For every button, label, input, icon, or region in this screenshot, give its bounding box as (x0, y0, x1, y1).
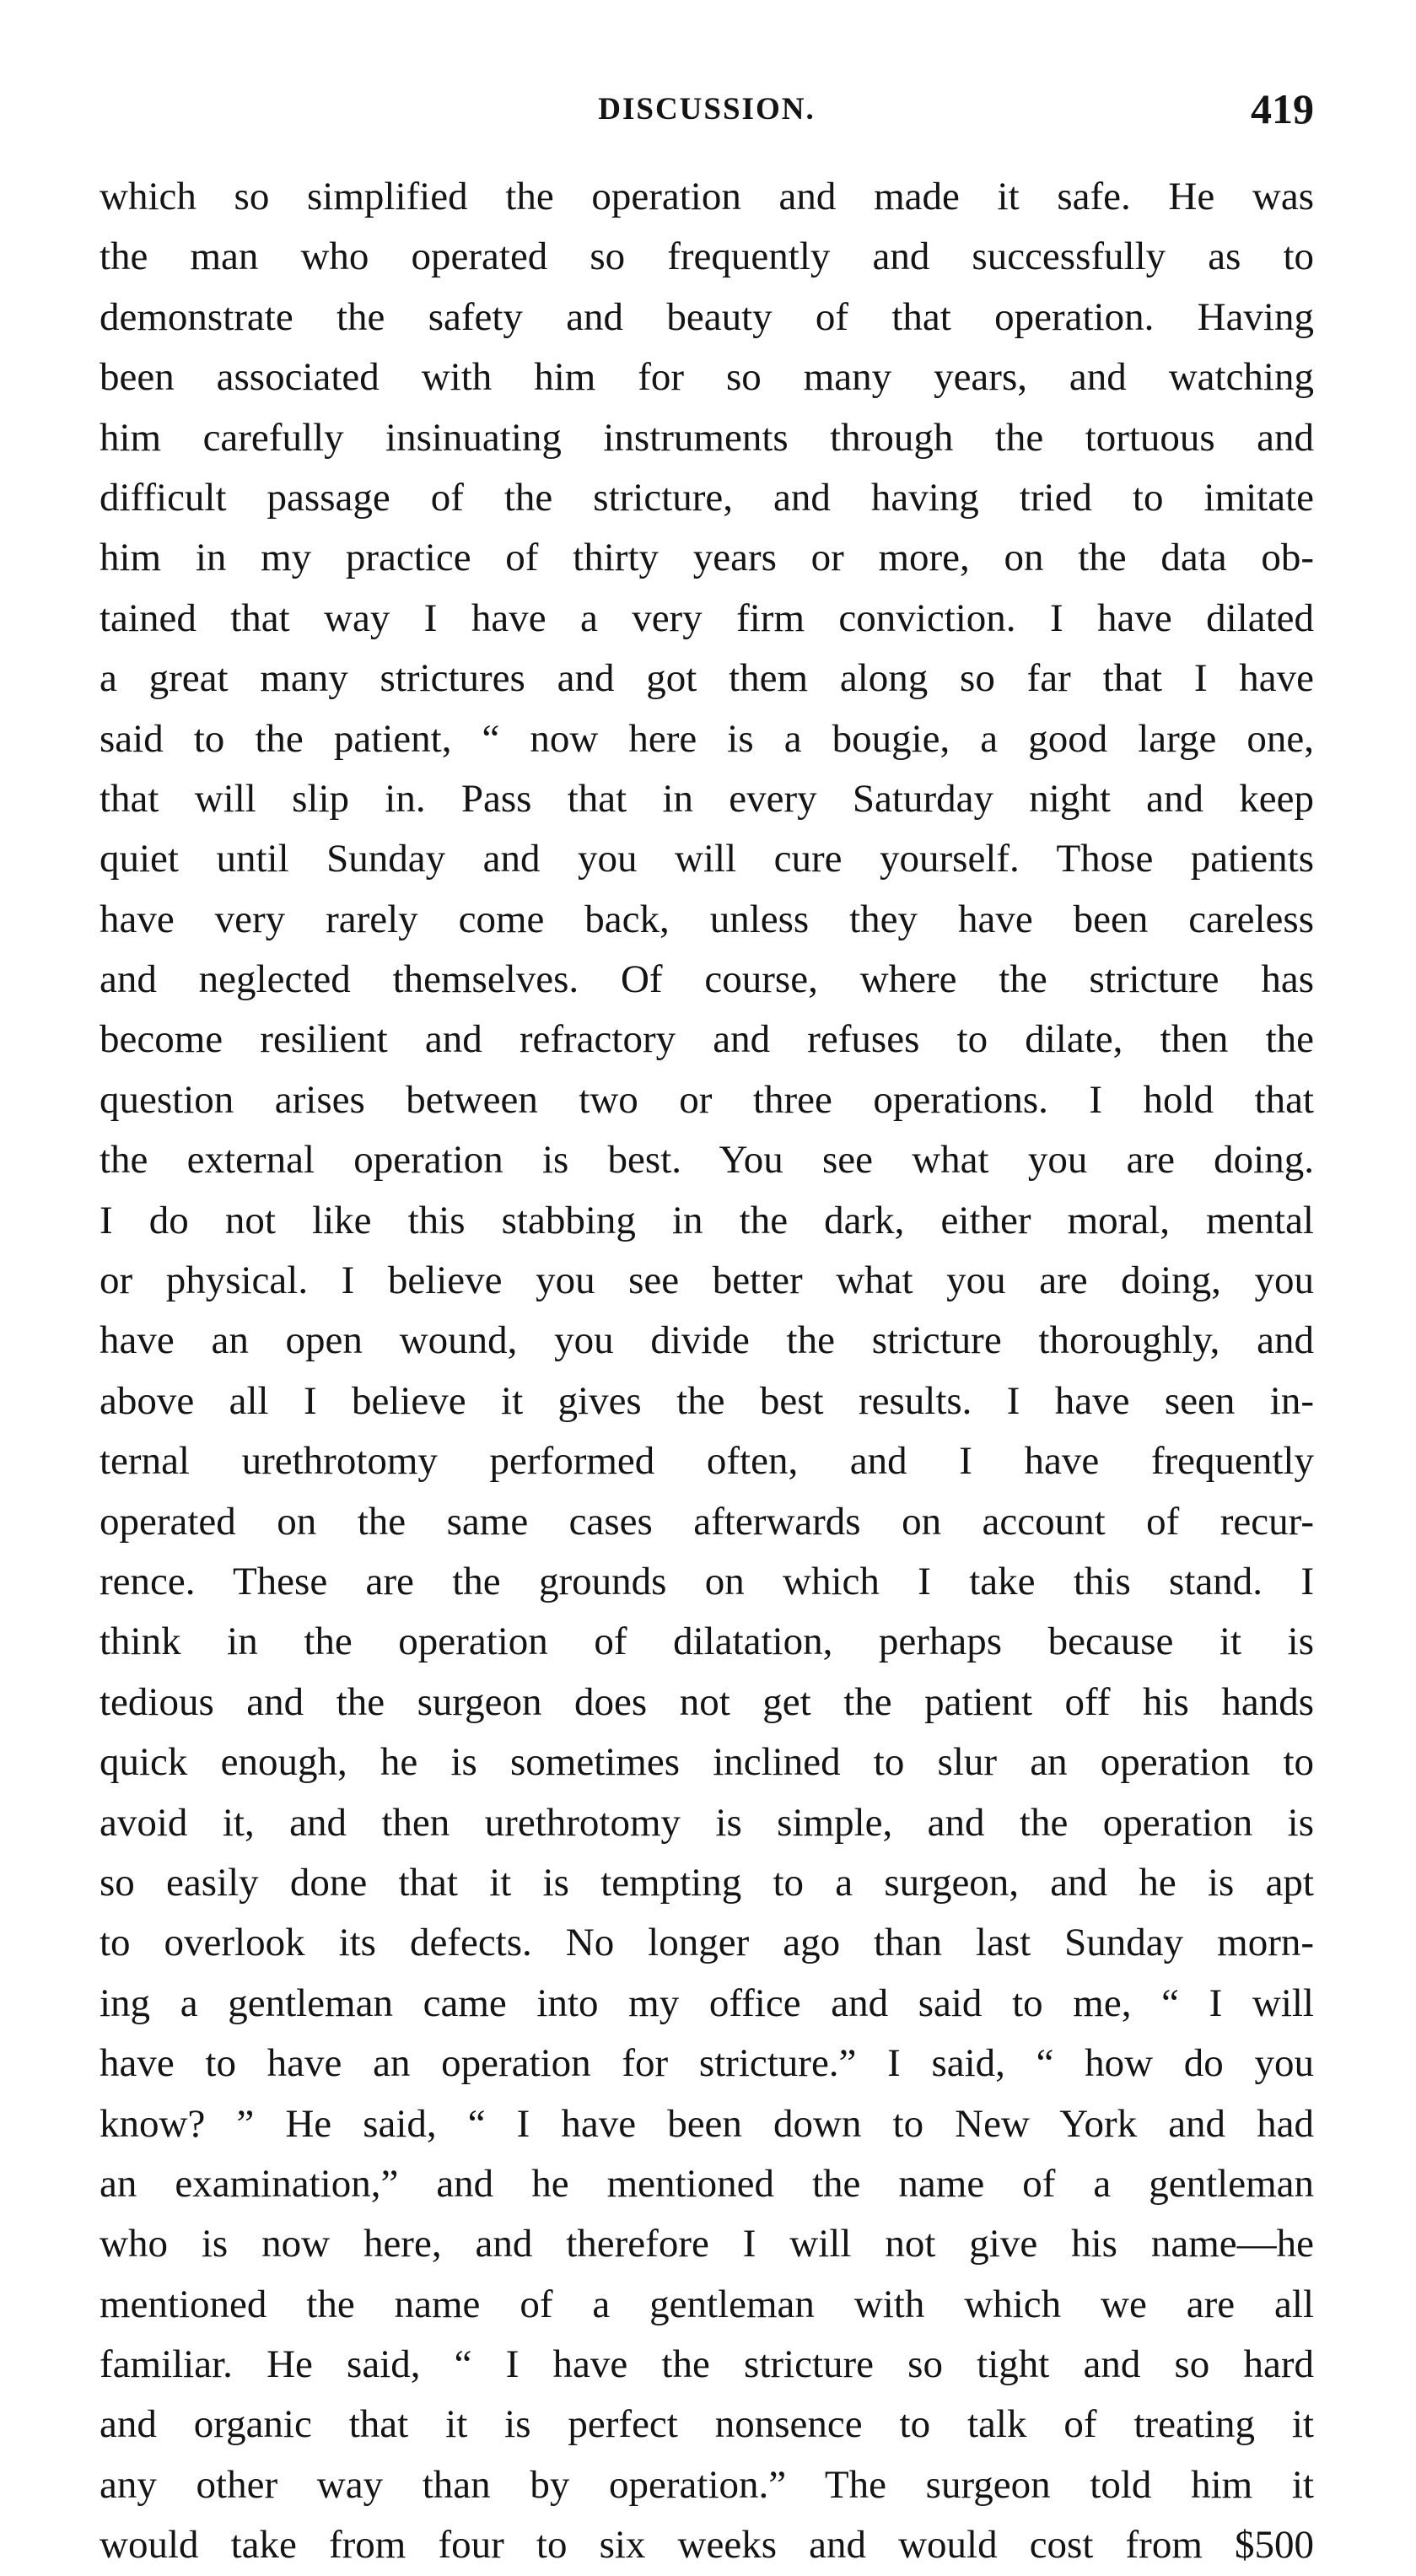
page-number: 419 (1251, 85, 1314, 132)
text-line: to overlook its defects. No longer ago than last Sunday morn- (100, 1921, 1314, 1965)
text-line: difficult passage of the stricture, and having tried to imitate (100, 475, 1314, 520)
text-line: demonstrate the safety and beauty of that operation. Having (100, 294, 1314, 339)
text-line: or physical. I believe you see better what you are doing, you (100, 1258, 1314, 1303)
text-line: the man who operated so frequently and successfully as to (100, 234, 1314, 279)
text-line: that will slip in. Pass that in every Saturday night and keep (100, 776, 1314, 821)
text-line: an examination,” and he mentioned the name of a gentleman (100, 2161, 1314, 2206)
text-line: avoid it, and then urethrotomy is simple, and the operation is (100, 1800, 1314, 1845)
text-line: ternal urethrotomy performed often, and I have frequently (100, 1439, 1314, 1484)
text-line: him in my practice of thirty years or more, on the data ob- (100, 536, 1314, 580)
text-line: would take from four to six weeks and would cost from $500 (100, 2523, 1314, 2568)
text-line: mentioned the name of a gentleman with which we are all (100, 2282, 1314, 2326)
text-line: him carefully insinuating instruments through the tortuous and (100, 415, 1314, 460)
running-head (100, 85, 1314, 142)
text-line: question arises between two or three operations. I hold that (100, 1077, 1314, 1122)
text-line: rence. These are the grounds on which I take this stand. I (100, 1559, 1314, 1603)
text-line: operated on the same cases afterwards on account of recur- (100, 1499, 1314, 1544)
text-line: familiar. He said, “ I have the stricture so tight and so hard (100, 2342, 1314, 2387)
text-line: said to the patient, “ now here is a bougie, a good large one, (100, 716, 1314, 761)
text-line: know? ” He said, “ I have been down to New York and had (100, 2101, 1314, 2146)
text-line: tained that way I have a very firm conviction. I have dilated (100, 595, 1314, 640)
text-line: who is now here, and therefore I will not give his name—he (100, 2222, 1314, 2266)
text-line: quick enough, he is sometimes inclined to slur an operation to (100, 1740, 1314, 1785)
text-line: I do not like this stabbing in the dark, either moral, mental (100, 1198, 1314, 1242)
text-line: ing a gentleman came into my office and said to me, “ I will (100, 1981, 1314, 2025)
text-line: quiet until Sunday and you will cure yourself. Those patients (100, 837, 1314, 881)
text-line: have an open wound, you divide the stricture thoroughly, and (100, 1318, 1314, 1363)
text-line: have very rarely come back, unless they have been careless (100, 897, 1314, 941)
text-line: and neglected themselves. Of course, where the stricture has (100, 957, 1314, 1002)
text-line: above all I believe it gives the best results. I have seen in- (100, 1378, 1314, 1423)
text-line: been associated with him for so many years, and watching (100, 355, 1314, 400)
text-line: think in the operation of dilatation, perhaps because it is (100, 1619, 1314, 1664)
text-line: which so simplified the operation and made it safe. He was (100, 175, 1314, 218)
text-line: tedious and the surgeon does not get the patient off his hands (100, 1679, 1314, 1724)
text-line: and organic that it is perfect nonsence to talk of treating it (100, 2402, 1314, 2447)
text-line: any other way than by operation.” The surgeon told him it (100, 2462, 1314, 2507)
text-line: the external operation is best. You see what you are doing. (100, 1138, 1314, 1183)
text-line: so easily done that it is tempting to a surgeon, and he is apt (100, 1860, 1314, 1905)
running-title: DISCUSSION. (598, 92, 816, 127)
text-line: have to have an operation for stricture.” I said, “ how do you (100, 2041, 1314, 2086)
body-text (100, 167, 1314, 2576)
text-line: become resilient and refractory and refuses to dilate, then the (100, 1017, 1314, 1062)
text-line: a great many strictures and got them along so far that I have (100, 656, 1314, 701)
